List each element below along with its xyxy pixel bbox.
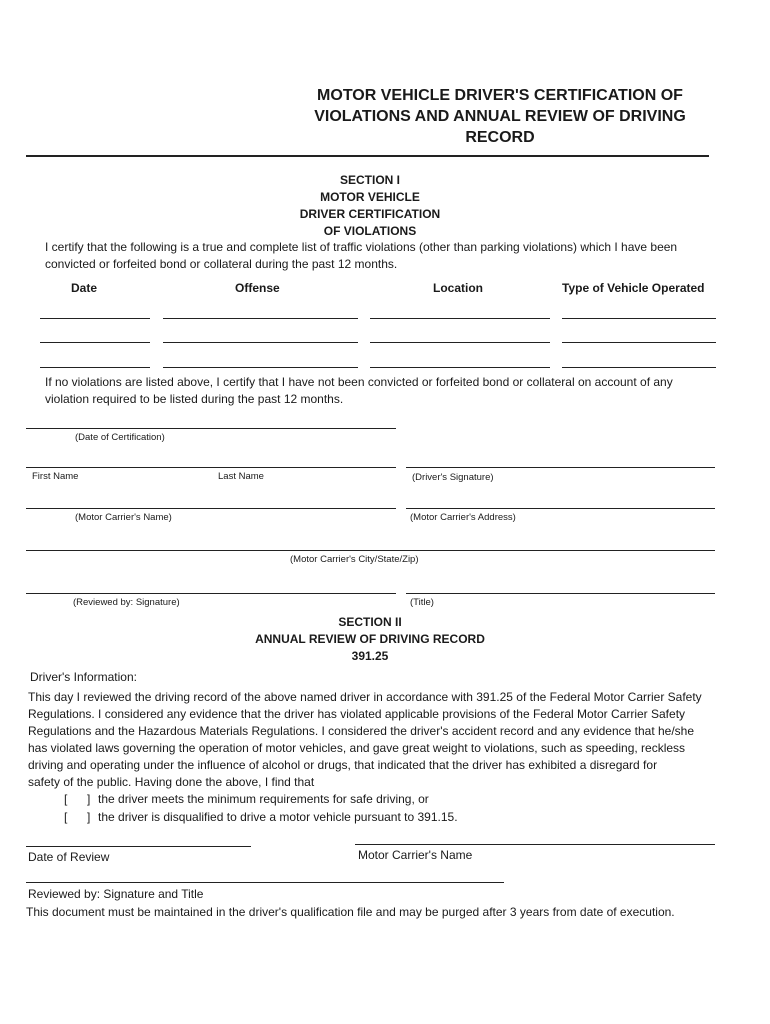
no-violations-line-1: If no violations are listed above, I certify that I have not been convicted or forfeited bond or collateral on account of any <box>45 375 673 389</box>
review-para-line-2: Regulations. I considered any evidence that the driver has violated applicable provisions of the Federal Motor Carrier Safety <box>28 707 686 721</box>
motor-carriers-address-label: (Motor Carrier's Address) <box>410 512 516 523</box>
row1-vehicle-field[interactable] <box>562 318 716 319</box>
drivers-signature-label: (Driver's Signature) <box>412 472 494 483</box>
motor-carrier-name-review-label: Motor Carrier's Name <box>358 848 473 862</box>
row3-date-field[interactable] <box>40 367 150 368</box>
section1-heading-2: MOTOR VEHICLE <box>320 190 420 204</box>
motor-carriers-address-field[interactable] <box>406 508 715 509</box>
option1-checkbox-open[interactable]: [ <box>64 792 68 806</box>
section2-heading-3: 391.25 <box>351 649 389 663</box>
title-field[interactable] <box>406 593 715 594</box>
section2-heading-2: ANNUAL REVIEW OF DRIVING RECORD <box>255 632 485 646</box>
row1-offense-field[interactable] <box>163 318 358 319</box>
row3-location-field[interactable] <box>370 367 550 368</box>
review-paragraph <box>28 689 748 791</box>
option1-text: the driver meets the minimum requirements for safe driving, or <box>98 792 429 806</box>
reviewed-by-signature-field[interactable] <box>26 593 396 594</box>
date-of-review-label: Date of Review <box>28 850 110 864</box>
section2-heading <box>210 614 530 665</box>
intro-line-2: convicted or forfeited bond or collateral during the past 12 months. <box>45 257 398 271</box>
title-line-2: VIOLATIONS AND ANNUAL REVIEW OF DRIVING <box>314 108 686 125</box>
review-para-line-6: safety of the public. Having done the above, I find that <box>28 775 315 789</box>
col-vehicle-type: Type of Vehicle Operated <box>562 281 705 295</box>
reviewed-by-signature-label: (Reviewed by: Signature) <box>73 597 180 608</box>
option2-text: the driver is disqualified to drive a motor vehicle pursuant to 391.15. <box>98 810 458 824</box>
row3-offense-field[interactable] <box>163 367 358 368</box>
no-violations-line-2: violation required to be listed during the past 12 months. <box>45 392 344 406</box>
option2-checkbox-close[interactable]: ] <box>87 810 91 824</box>
date-of-review-field[interactable] <box>26 846 251 847</box>
date-of-certification-label: (Date of Certification) <box>75 432 165 443</box>
motor-carriers-name-label: (Motor Carrier's Name) <box>75 512 172 523</box>
motor-carriers-city-field[interactable] <box>26 550 715 551</box>
reviewed-by-field[interactable] <box>26 882 504 883</box>
review-para-line-4: has violated laws governing the operation of motor vehicles, and gave great weight to violations, such as speeding, reckless <box>28 741 686 755</box>
motor-carriers-name-field[interactable] <box>26 508 396 509</box>
name-field[interactable] <box>26 467 396 468</box>
drivers-signature-field[interactable] <box>406 467 715 468</box>
intro-line-1: I certify that the following is a true and complete list of traffic violations (other than parking violations) which I have been <box>45 240 678 254</box>
section1-heading-3: DRIVER CERTIFICATION <box>299 207 441 221</box>
motor-carrier-name-review-field[interactable] <box>355 844 715 845</box>
option1-checkbox-close[interactable]: ] <box>87 792 91 806</box>
document-title <box>270 85 730 148</box>
review-para-line-3: Regulations and the Hazardous Materials Regulations. I considered the driver's accident record and any evidence that he/she <box>28 724 695 738</box>
section2-heading-1: SECTION II <box>338 615 402 629</box>
option2-checkbox-open[interactable]: [ <box>64 810 68 824</box>
review-para-line-5: driving and operating under the influence of alcohol or drugs, that indicated that the driver has exhibited a disregard for <box>28 758 658 772</box>
row2-offense-field[interactable] <box>163 342 358 343</box>
section1-heading <box>270 172 470 240</box>
row2-vehicle-field[interactable] <box>562 342 716 343</box>
retention-footer: This document must be maintained in the driver's qualification file and may be purged after 3 years from date of execution. <box>26 905 675 919</box>
row1-location-field[interactable] <box>370 318 550 319</box>
motor-carriers-city-label: (Motor Carrier's City/State/Zip) <box>290 554 419 565</box>
title-line-1: MOTOR VEHICLE DRIVER'S CERTIFICATION OF <box>317 87 683 104</box>
col-location: Location <box>433 281 483 295</box>
last-name-label: Last Name <box>218 471 264 482</box>
first-name-label: First Name <box>32 471 79 482</box>
row1-date-field[interactable] <box>40 318 150 319</box>
reviewed-by-label: Reviewed by: Signature and Title <box>28 887 204 901</box>
title-label: (Title) <box>410 597 434 608</box>
title-divider <box>26 155 709 157</box>
date-of-certification-field[interactable] <box>26 428 396 429</box>
col-offense: Offense <box>235 281 280 295</box>
section1-intro <box>45 239 745 273</box>
col-date: Date <box>71 281 98 295</box>
no-violations-statement <box>45 374 745 408</box>
section1-heading-4: OF VIOLATIONS <box>323 224 417 238</box>
row3-vehicle-field[interactable] <box>562 367 716 368</box>
section1-heading-1: SECTION I <box>339 173 400 187</box>
row2-location-field[interactable] <box>370 342 550 343</box>
row2-date-field[interactable] <box>40 342 150 343</box>
drivers-information-label: Driver's Information: <box>30 670 137 684</box>
title-line-3: RECORD <box>465 129 535 146</box>
review-para-line-1: This day I reviewed the driving record of the above named driver in accordance with 391.25 of the Federal Motor Carrier Safety <box>28 690 702 704</box>
